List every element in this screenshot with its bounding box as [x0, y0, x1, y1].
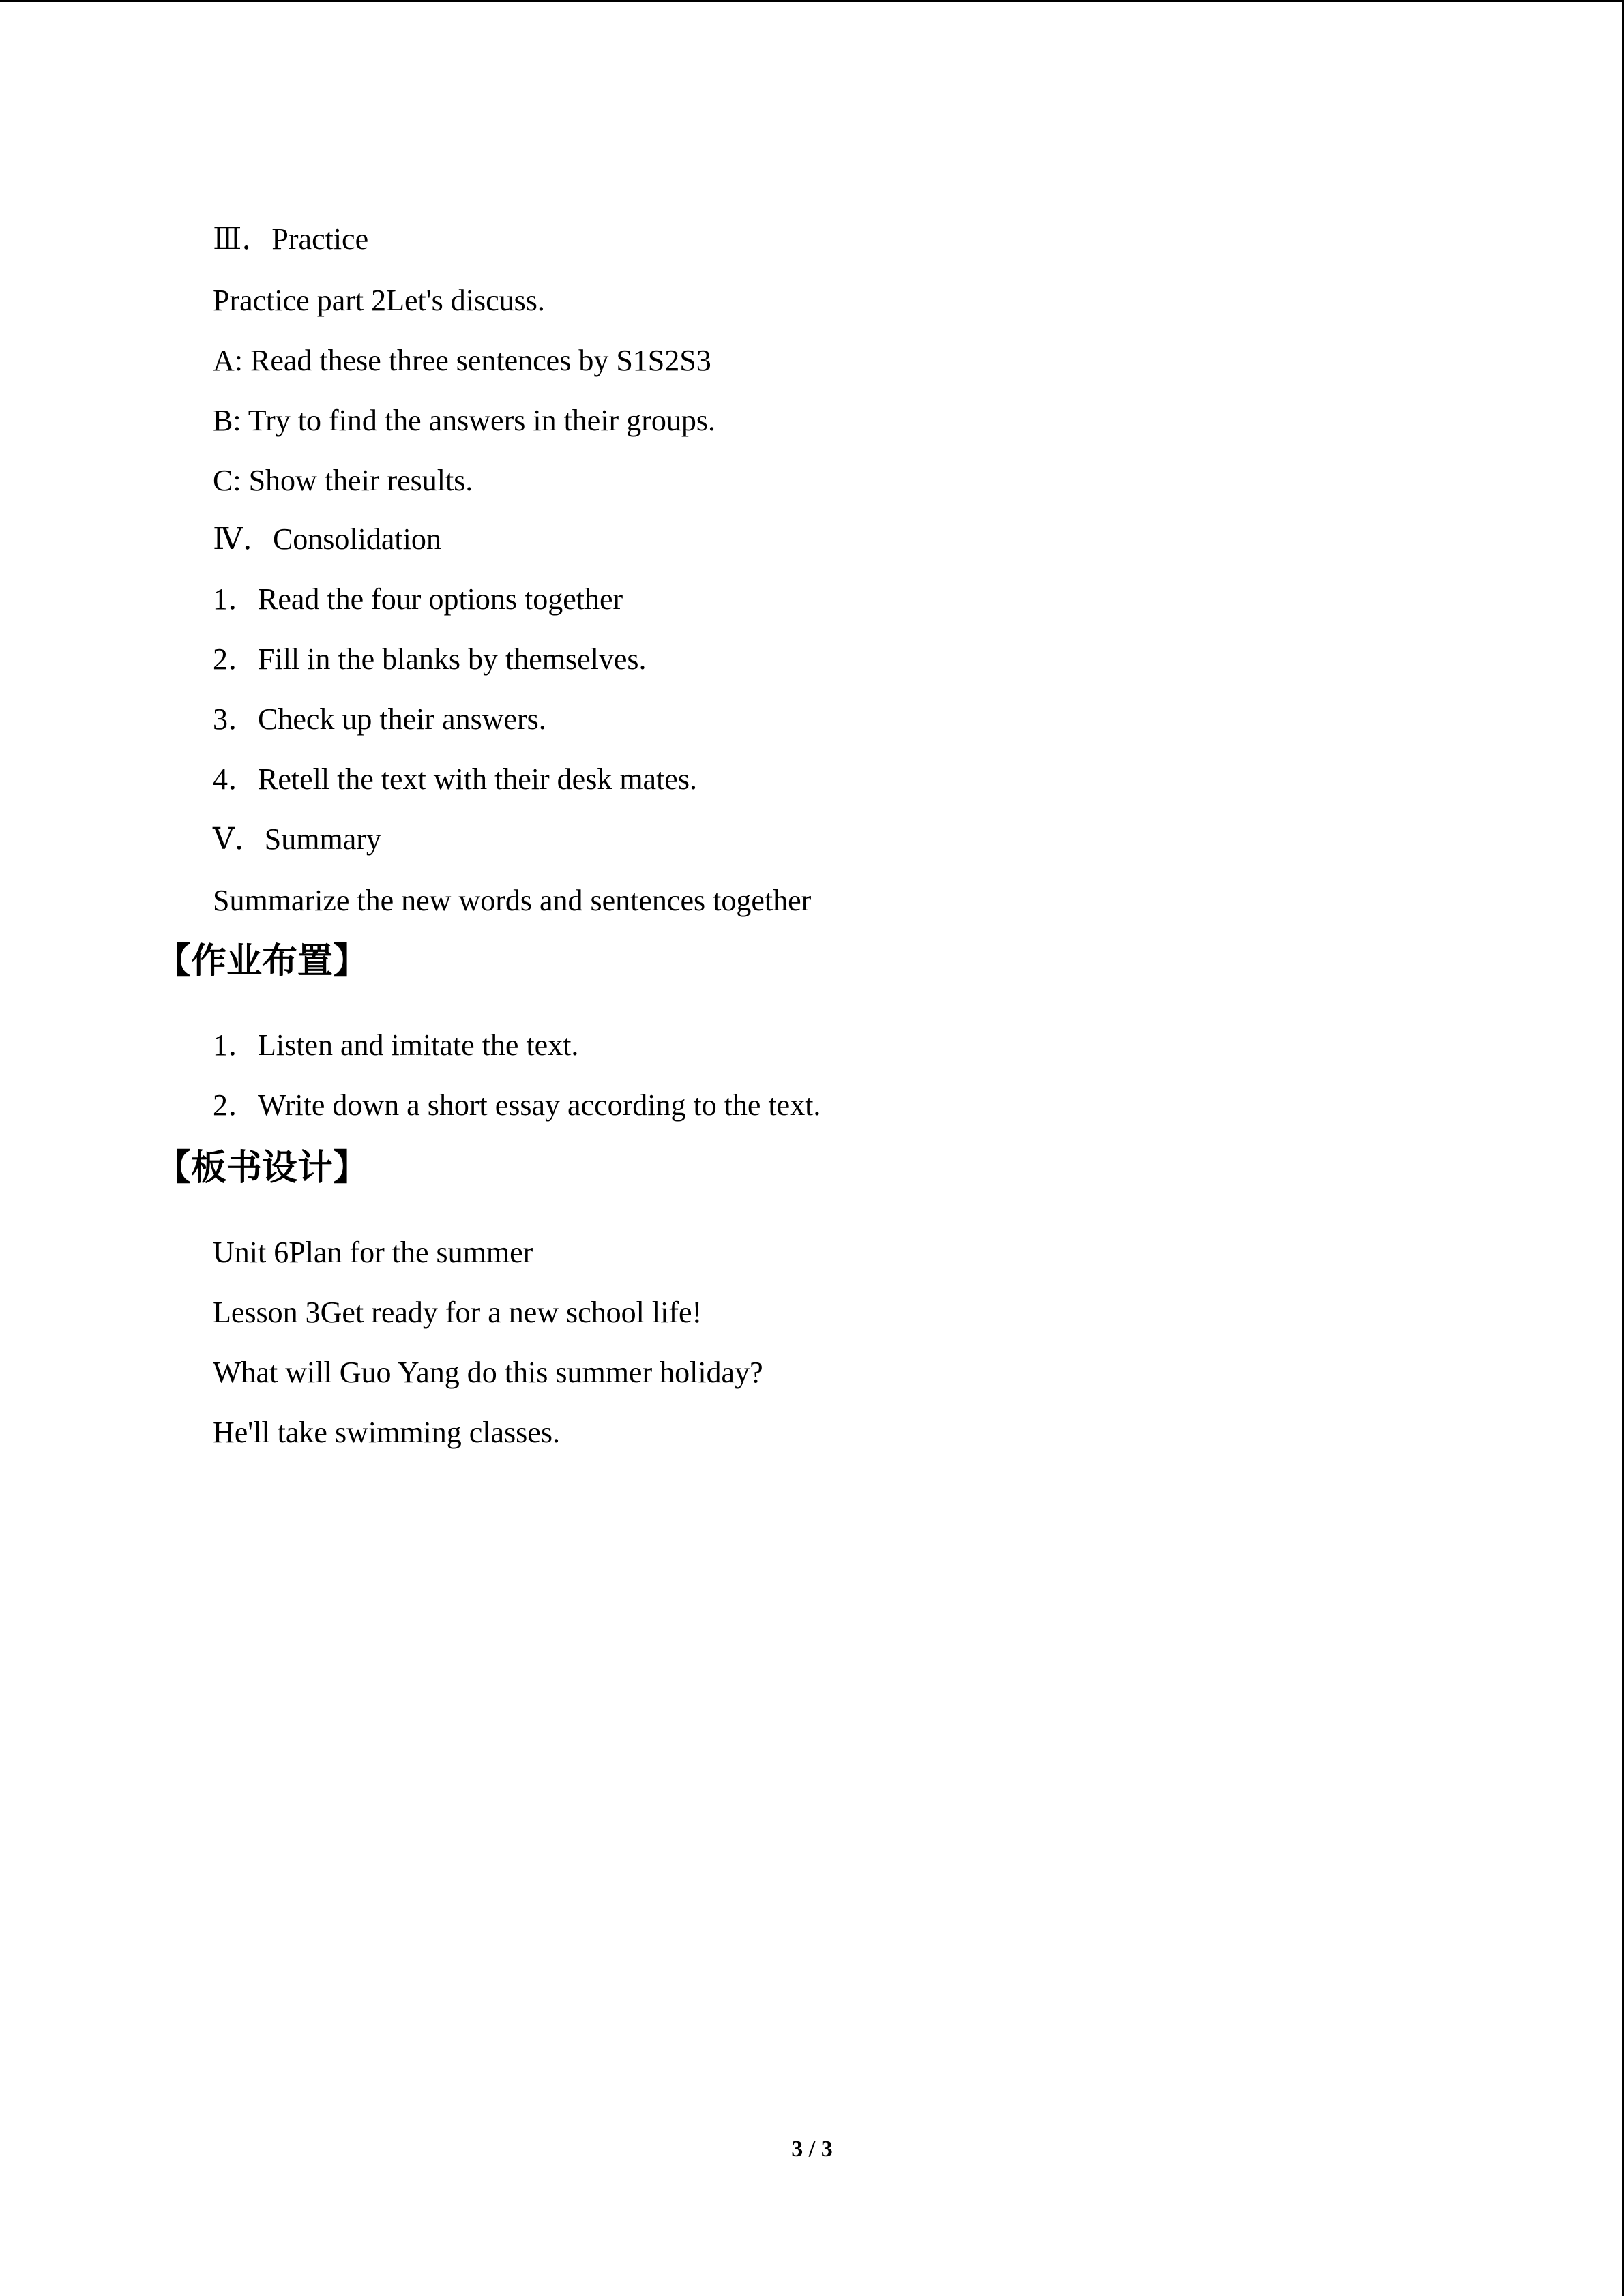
board-item: He'll take swimming classes.: [213, 1416, 560, 1449]
list-item: 1．Read the four options together: [213, 582, 623, 616]
homework-item: 1．Listen and imitate the text.: [213, 1028, 579, 1062]
section-heading-summary: Ⅴ．Summary: [213, 822, 381, 856]
board-item: Unit 6Plan for the summer: [213, 1236, 533, 1269]
text-line: B: Try to find the answers in their groups.: [213, 404, 715, 437]
text-line: C: Show their results.: [213, 464, 473, 497]
list-item: 4．Retell the text with their desk mates.: [213, 762, 697, 796]
homework-heading: 【作业布置】: [156, 941, 369, 982]
text-line: A: Read these three sentences by S1S2S3: [213, 344, 711, 377]
list-item: 3．Check up their answers.: [213, 702, 546, 736]
list-item: 2．Fill in the blanks by themselves.: [213, 642, 647, 676]
board-item: What will Guo Yang do this summer holiday?: [213, 1356, 763, 1389]
board-item: Lesson 3Get ready for a new school life!: [213, 1296, 703, 1329]
text-line: Practice part 2Let's discuss.: [213, 284, 545, 317]
page-number: 3 / 3: [791, 2136, 833, 2162]
section-heading-consolidation: Ⅳ．Consolidation: [213, 522, 441, 556]
board-design-heading: 【板书设计】: [156, 1148, 369, 1189]
section-heading-practice: Ⅲ．Practice: [213, 222, 369, 256]
text-line: Summarize the new words and sentences together: [213, 884, 812, 917]
homework-item: 2．Write down a short essay according to the text.: [213, 1088, 821, 1122]
